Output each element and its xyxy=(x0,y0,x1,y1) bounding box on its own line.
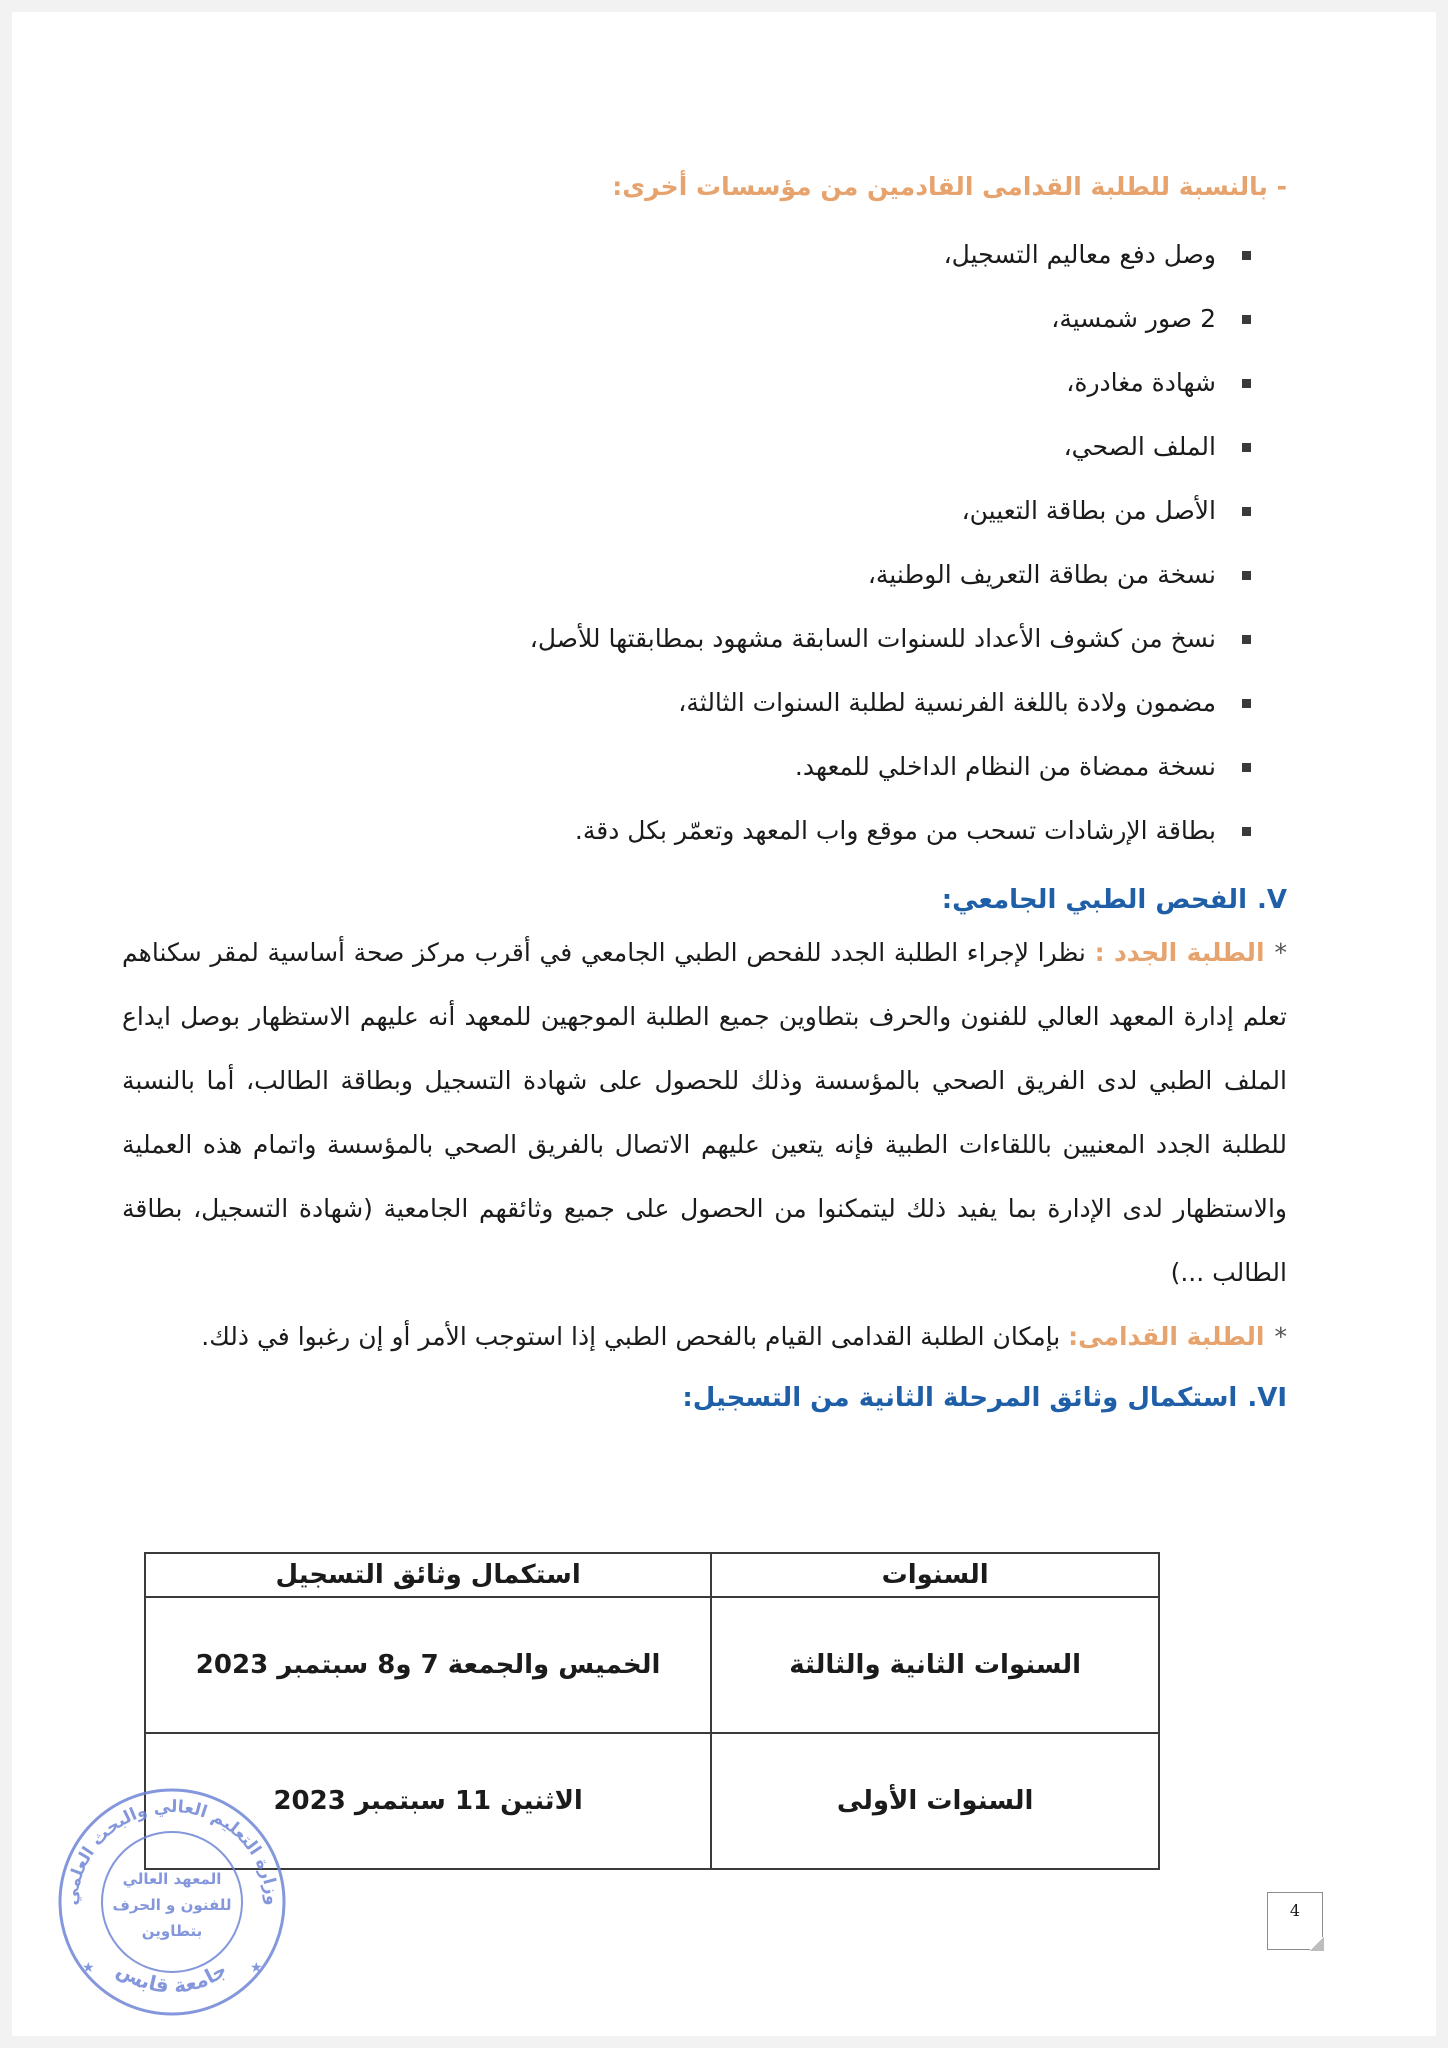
list-item: الملف الصحي، xyxy=(122,415,1251,479)
square-bullet-icon xyxy=(1242,507,1251,516)
institution-seal-stamp xyxy=(42,1772,302,2022)
header-years: السنوات xyxy=(711,1553,1159,1597)
table-row xyxy=(145,1597,1159,1733)
page-content xyxy=(122,162,1287,1419)
old-students-paragraph xyxy=(122,1305,1287,1369)
header-docs: استكمال وثائق التسجيل xyxy=(145,1553,711,1597)
square-bullet-icon xyxy=(1242,699,1251,708)
cell-docs: الاثنين 11 سبتمبر 2023 xyxy=(145,1733,711,1869)
list-item: نسخة ممضاة من النظام الداخلي للمعهد. xyxy=(122,735,1251,799)
star-bullet-icon: * xyxy=(1274,1322,1287,1351)
seal-line-1: المعهد العالي xyxy=(122,1870,222,1888)
square-bullet-icon xyxy=(1242,315,1251,324)
square-bullet-icon xyxy=(1242,827,1251,836)
square-bullet-icon xyxy=(1242,443,1251,452)
document-page xyxy=(12,12,1436,2036)
section-vi-numeral: VI. xyxy=(1247,1383,1287,1413)
seal-line-3: بتطاوين xyxy=(141,1922,203,1940)
star-bullet-icon: * xyxy=(1274,938,1288,967)
old-students-label: الطلبة القدامى: xyxy=(1068,1322,1265,1351)
list-item: 2 صور شمسية، xyxy=(122,287,1251,351)
seal-bottom-text: جامعة قابس xyxy=(112,1957,232,1998)
required-documents-list xyxy=(122,223,1287,863)
section-vi-title: استكمال وثائق المرحلة الثانية من التسجيل: xyxy=(682,1383,1238,1413)
list-item: بطاقة الإرشادات تسحب من موقع واب المعهد وتعمّر بكل دقة. xyxy=(122,799,1251,863)
section-v-numeral: V. xyxy=(1256,885,1287,915)
square-bullet-icon xyxy=(1242,251,1251,260)
table-header-row xyxy=(145,1553,1159,1597)
cell-years: السنوات الثانية والثالثة xyxy=(711,1597,1159,1733)
page-number: 4 xyxy=(1289,1901,1301,1920)
square-bullet-icon xyxy=(1242,635,1251,644)
seal-line-2: للفنون و الحرف xyxy=(112,1896,232,1914)
seal-star-icon: ★ xyxy=(82,1960,95,1976)
seal-outer-text: وزارة التعليم العالي والبحث العلمي xyxy=(61,1796,283,1907)
old-students-heading: - بالنسبة للطلبة القدامى القادمين من مؤسسات أخرى: xyxy=(612,172,1287,201)
list-item: نسخ من كشوف الأعداد للسنوات السابقة مشهود بمطابقتها للأصل، xyxy=(122,607,1251,671)
old-students-text: بإمكان الطلبة القدامى القيام بالفحص الطبي إذا استوجب الأمر أو إن رغبوا في ذلك. xyxy=(201,1322,1061,1351)
section-v-heading xyxy=(122,885,1287,915)
section-vi-heading xyxy=(122,1383,1287,1413)
list-item: شهادة مغادرة، xyxy=(122,351,1251,415)
new-students-text: نظرا لإجراء الطلبة الجدد للفحص الطبي الجامعي في أقرب مركز صحة أساسية لمقر سكناهم تعلم إدارة المعهد العالي للفنون والحرف بتطاوين جميع الطلبة الموجهين للمعهد أنه عليهم الاستظهار بوصل ايداع الملف الطبي لدى الفريق الصحي بالمؤسسة وذلك للحصول على شهادة التسجيل وبطاقة الطالب، أما بالنسبة للطلبة الجدد المعنيين باللقاءات الطبية فإنه يتعين عليهم الاتصال بالفريق الصحي بالمؤسسة واتمام هذه العملية والاستظهار لدى الإدارة بما يفيد ذلك ليتمكنوا من الحصول على جميع وثائقهم الجامعية (شهادة التسجيل، بطاقة الطالب ...) xyxy=(122,938,1287,1287)
new-students-label: الطلبة الجدد : xyxy=(1094,938,1265,967)
cell-years: السنوات الأولى xyxy=(711,1733,1159,1869)
new-students-paragraph xyxy=(122,921,1287,1305)
square-bullet-icon xyxy=(1242,763,1251,772)
square-bullet-icon xyxy=(1242,379,1251,388)
cell-docs: الخميس والجمعة 7 و8 سبتمبر 2023 xyxy=(145,1597,711,1733)
square-bullet-icon xyxy=(1242,571,1251,580)
seal-star-icon: ★ xyxy=(250,1960,263,1976)
list-item: مضمون ولادة باللغة الفرنسية لطلبة السنوات الثالثة، xyxy=(122,671,1251,735)
page-number-box xyxy=(1267,1892,1323,1950)
list-item: الأصل من بطاقة التعيين، xyxy=(122,479,1251,543)
section-v-title: الفحص الطبي الجامعي: xyxy=(941,885,1247,915)
list-item: نسخة من بطاقة التعريف الوطنية، xyxy=(122,543,1251,607)
list-item: وصل دفع معاليم التسجيل، xyxy=(122,223,1251,287)
